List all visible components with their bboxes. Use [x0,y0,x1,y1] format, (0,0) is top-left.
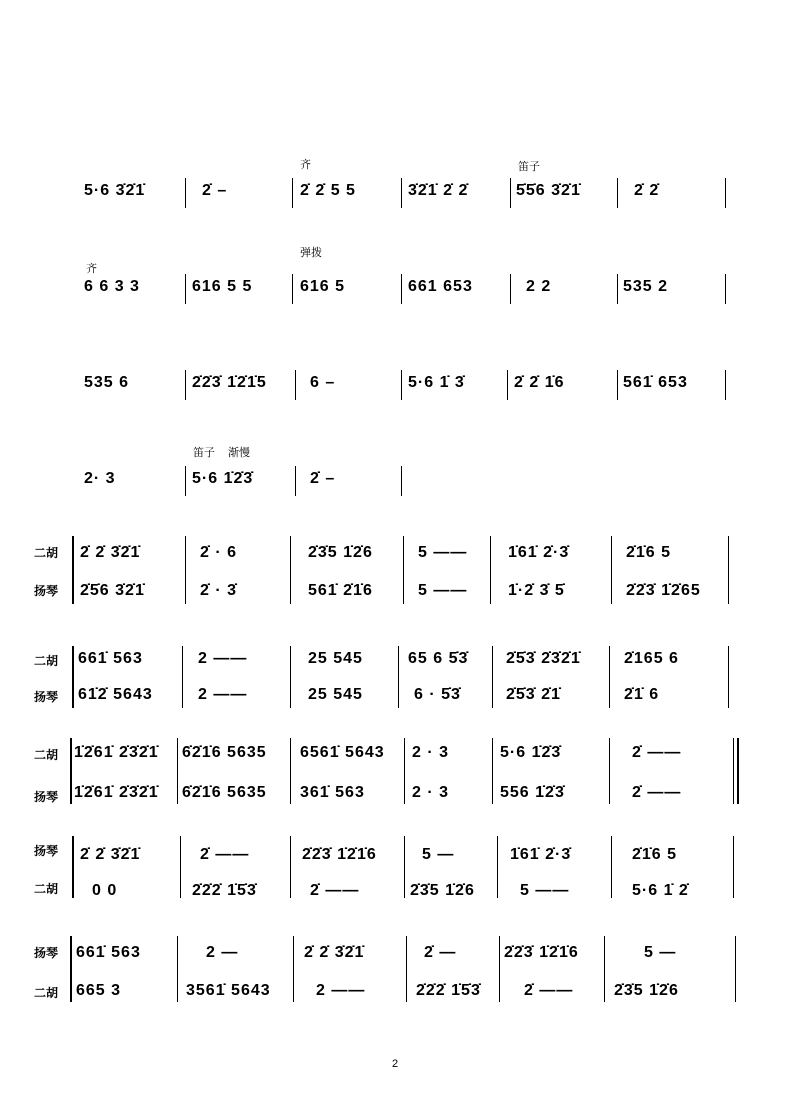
barline [406,936,407,1002]
measure: 1̇61̇ 2̇·3̇ [510,846,572,863]
measure: 2̇ – [202,182,228,199]
measure: 65 6 5̇3̇ [408,650,469,667]
barline [611,836,612,898]
instrument-label-erhu: 二胡 [34,748,59,762]
barline [177,936,178,1002]
barline [185,466,186,496]
measure: 6 – [310,374,336,391]
barline [295,466,296,496]
score-brace [72,646,77,708]
system-2 [0,240,790,310]
measure: 1̇61̇ 2̇·3̇ [508,544,570,561]
measure: 2̇2̇3̇ 1̇2̇1̇5 [192,374,267,391]
measure: 25 545 [308,686,363,703]
barline [404,738,405,804]
annotation-dizi: 笛子 [193,446,215,459]
measure: 5̇5̇6 3̇2̇1̇ [516,182,581,199]
barline [185,274,186,304]
barline [177,738,178,804]
measure: 556 1̇2̇3̇ [500,784,565,801]
annotation-dizi: 笛子 [518,160,540,173]
system-1 [0,150,790,210]
measure: 535 2 [623,278,669,295]
barline [398,646,399,708]
measure: 2̇ —— [632,784,682,801]
score-brace [70,936,75,1002]
barline [401,178,402,208]
measure: 6561̇ 5643 [300,744,385,761]
measure: 5·6 1̇2̇3̇ [500,744,562,761]
measure: 5 — [644,944,677,961]
system-7 [0,730,790,805]
measure: 2 · 3 [412,784,450,801]
barline [725,178,726,208]
measure: 6 6 3 3 [84,278,140,295]
measure: 2 —— [198,686,248,703]
barline [290,536,291,604]
measure: 2 · 3 [412,744,450,761]
annotation-jianman: 渐慢 [228,446,250,459]
instrument-label-yangqin: 扬琴 [34,844,59,858]
measure: 0 0 [92,882,118,899]
measure: 2̇ 2̇ 1̇6 [514,374,565,391]
measure: 2̇2̇2̇ 1̇5̇3̇ [416,982,481,999]
measure: 2 —— [198,650,248,667]
measure: 2̇2̇2̇ 1̇5̇3̇ [192,882,257,899]
annotation-tanbo: 弹拨 [300,246,322,259]
barline [735,936,736,1002]
measure: 2 —— [316,982,366,999]
barline [617,178,618,208]
barline [182,646,183,708]
system-6 [0,640,790,710]
barline [611,536,612,604]
measure: 2̇1̇ 6 [624,686,660,703]
measure: 2̇ 2̇ 3̇2̇1̇ [304,944,365,961]
instrument-label-erhu: 二胡 [34,654,59,668]
barline [401,274,402,304]
measure: 661̇ 563 [78,650,143,667]
barline [292,274,293,304]
barline [492,738,493,804]
measure: 2̇ —— [524,982,574,999]
measure: 2̇5̇6 3̇2̇1̇ [80,582,145,599]
instrument-label-yangqin: 扬琴 [34,946,59,960]
barline [507,370,508,400]
measure: 535 6 [84,374,130,391]
measure: 2̇3̇5 1̇2̇6 [308,544,373,561]
system-3 [0,360,790,410]
barline [728,536,729,604]
measure: 2̇ 2̇ 3̇2̇1̇ [80,544,141,561]
barline [510,274,511,304]
measure: 2̇2̇3̇ 1̇2̇1̇6 [504,944,579,961]
measure: 2̇ – [310,470,336,487]
measure: 2̇ · 3̇ [200,582,238,599]
measure: 61̇2̇ 5643 [78,686,153,703]
barline [185,178,186,208]
annotation-qi: 齐 [86,262,97,275]
measure: 561̇ 653 [623,374,688,391]
measure: 5·6 1̇ 3̇ [408,374,465,391]
barline [185,536,186,604]
measure: 5·6 1̇2̇3̇ [192,470,254,487]
instrument-label-erhu: 二胡 [34,546,59,560]
measure: 616 5 [300,278,346,295]
measure: 661 653 [408,278,473,295]
instrument-label-yangqin: 扬琴 [34,584,59,598]
measure: 1̇·2̇ 3̇ 5̇ [508,582,565,599]
barline [733,836,734,898]
instrument-label-erhu: 二胡 [34,882,59,896]
measure: 2̇5̇3̇ 2̇1̇ [506,686,561,703]
measure: 3561̇ 5643 [186,982,271,999]
instrument-label-yangqin: 扬琴 [34,790,59,804]
measure: 5 —— [418,582,468,599]
measure: 2̇ —— [632,744,682,761]
measure: 2̇5̇3̇ 2̇3̇2̇1̇ [506,650,581,667]
system-8 [0,830,790,900]
system-4 [0,440,790,500]
measure: 561̇ 2̇1̇6 [308,582,373,599]
score-brace [72,836,77,898]
barline [609,646,610,708]
system-5 [0,528,790,608]
measure: 616 5 5 [192,278,253,295]
measure: 2̇165 6 [624,650,679,667]
measure: 2· 3 [84,470,116,487]
measure: 1̇2̇61̇ 2̇3̇2̇1̇ [74,744,159,761]
measure: 2̇ —— [200,846,250,863]
barline [492,646,493,708]
barline [180,836,181,898]
barline [609,738,610,804]
measure: 3̇2̇1̇ 2̇ 2̇ [408,182,469,199]
measure: 1̇2̇61̇ 2̇3̇2̇1̇ [74,784,159,801]
measure: 5 —— [418,544,468,561]
measure: 665 3 [76,982,122,999]
measure: 2̇ · 6 [200,544,238,561]
end-barline [737,738,739,804]
system-9 [0,930,790,1005]
barline [490,536,491,604]
barline [403,536,404,604]
measure: 2̇2̇3̇ 1̇2̇1̇6 [302,846,377,863]
barline [497,836,498,898]
barline [401,466,402,496]
measure: 5·6 3̇2̇1̇ [84,182,146,199]
measure: 2̇ 2̇ 5 5 [300,182,356,199]
measure: 2̇ —— [310,882,360,899]
measure: 2 — [206,944,239,961]
measure: 2̇ 2̇ 3̇2̇1̇ [80,846,141,863]
measure: 5 —— [520,882,570,899]
barline [295,370,296,400]
barline [185,370,186,400]
page-number: 2 [391,1058,399,1070]
barline [404,836,405,898]
barline [725,274,726,304]
measure: 6̇2̇1̇6 5635 [182,784,267,801]
barline [401,370,402,400]
barline [617,274,618,304]
barline [728,646,729,708]
barline [725,370,726,400]
measure: 361̇ 563 [300,784,365,801]
instrument-label-erhu: 二胡 [34,986,59,1000]
measure: 2̇ — [424,944,457,961]
annotation-qi: 齐 [300,158,311,171]
measure: 2̇ 2̇ [634,182,660,199]
measure: 6̇2̇1̇6 5635 [182,744,267,761]
barline [499,936,500,1002]
measure: 6 · 5̇3̇ [414,686,461,703]
measure: 2 2 [526,278,552,295]
measure: 5 — [422,846,455,863]
barline [293,936,294,1002]
measure: 2̇3̇5 1̇2̇6 [410,882,475,899]
barline [290,836,291,898]
score-brace [72,536,77,604]
measure: 2̇1̇6 5 [626,544,672,561]
barline [510,178,511,208]
measure: 661̇ 563 [76,944,141,961]
barline [290,646,291,708]
barline [733,738,734,804]
barline [617,370,618,400]
measure: 5·6 1̇ 2̇ [632,882,689,899]
instrument-label-yangqin: 扬琴 [34,690,59,704]
measure: 2̇2̇3̇ 1̇2̇65 [626,582,701,599]
barline [604,936,605,1002]
measure: 2̇3̇5 1̇2̇6 [614,982,679,999]
measure: 25 545 [308,650,363,667]
barline [292,178,293,208]
measure: 2̇1̇6 5 [632,846,678,863]
barline [290,738,291,804]
